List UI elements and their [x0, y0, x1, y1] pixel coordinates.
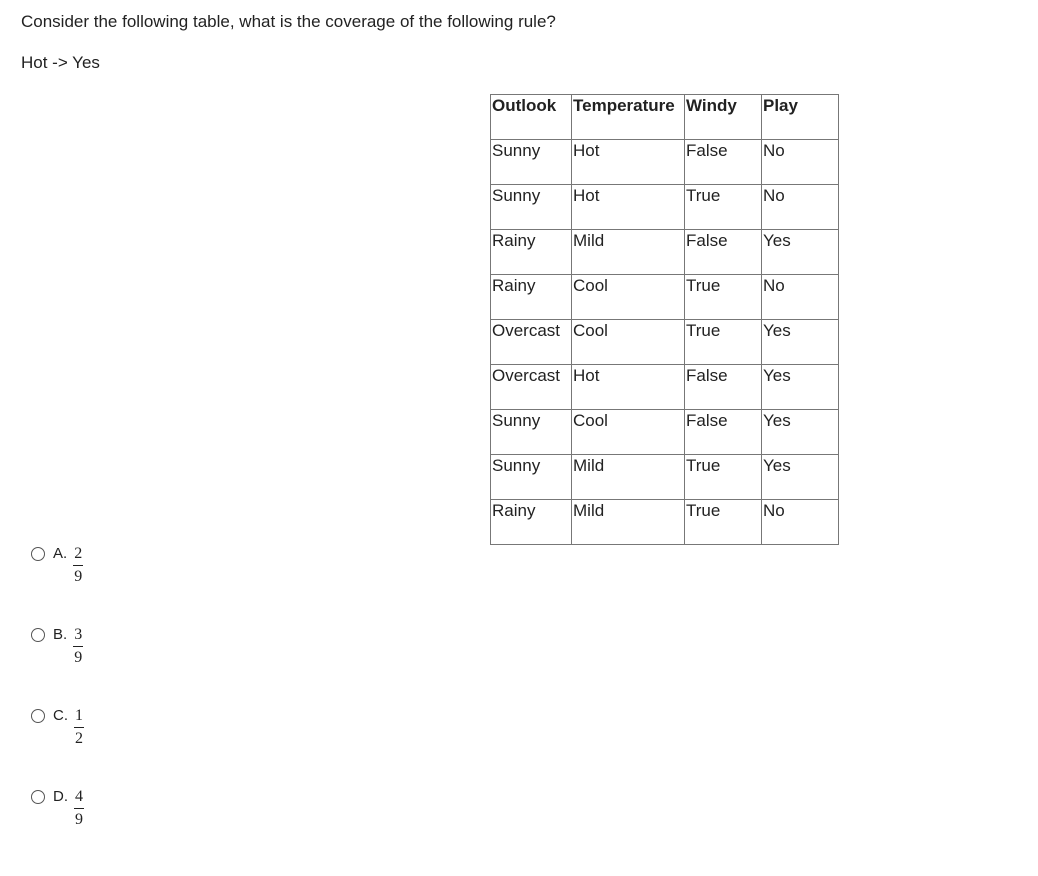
fraction-denominator: 9: [75, 811, 83, 828]
table-cell: Yes: [762, 455, 839, 500]
fraction: [73, 624, 83, 669]
fraction-denominator: 9: [74, 568, 83, 585]
table-cell: Sunny: [491, 185, 572, 230]
table-cell: Overcast: [491, 365, 572, 410]
table-row: [491, 410, 839, 455]
option-letter: A.: [53, 545, 68, 562]
fraction-numerator: 2: [74, 545, 83, 562]
table-cell: False: [685, 365, 762, 410]
table-cell: Cool: [572, 410, 685, 455]
table-cell: Rainy: [491, 500, 572, 545]
table-cell: No: [762, 275, 839, 320]
table-row: [491, 275, 839, 320]
header-windy: Windy: [685, 95, 762, 140]
table-cell: Mild: [572, 230, 685, 275]
table-cell: Sunny: [491, 455, 572, 500]
table-cell: Sunny: [491, 140, 572, 185]
fraction-numerator: 3: [74, 626, 83, 643]
table-cell: False: [685, 140, 762, 185]
table-cell: True: [685, 455, 762, 500]
table-cell: True: [685, 275, 762, 320]
table-cell: Sunny: [491, 410, 572, 455]
table-row: [491, 455, 839, 500]
fraction-denominator: 9: [74, 649, 83, 666]
radio-button-a[interactable]: [31, 547, 45, 561]
header-play: Play: [762, 95, 839, 140]
table-cell: Rainy: [491, 230, 572, 275]
radio-button-c[interactable]: [31, 709, 45, 723]
table-row: [491, 320, 839, 365]
table-cell: No: [762, 185, 839, 230]
header-temperature: Temperature: [572, 95, 685, 140]
option-letter: B.: [53, 626, 68, 643]
table-cell: Yes: [762, 365, 839, 410]
table-cell: True: [685, 500, 762, 545]
table-cell: No: [762, 140, 839, 185]
table-header-row: [491, 95, 839, 140]
question-text: Consider the following table, what is the coverage of the following rule?: [21, 12, 556, 31]
table-row: [491, 185, 839, 230]
fraction: [74, 786, 84, 831]
table-cell: False: [685, 230, 762, 275]
radio-button-b[interactable]: [31, 628, 45, 642]
table-cell: True: [685, 320, 762, 365]
table-cell: Cool: [572, 320, 685, 365]
option-b[interactable]: [31, 624, 84, 705]
option-a[interactable]: [31, 543, 84, 624]
fraction-numerator: 1: [75, 707, 83, 724]
table-row: [491, 140, 839, 185]
option-letter: D.: [53, 788, 68, 805]
table-cell: Yes: [762, 230, 839, 275]
data-table: [490, 94, 839, 545]
table-cell: No: [762, 500, 839, 545]
table-cell: Rainy: [491, 275, 572, 320]
table-cell: Mild: [572, 500, 685, 545]
table-cell: Cool: [572, 275, 685, 320]
table-cell: Yes: [762, 320, 839, 365]
fraction-numerator: 4: [75, 788, 83, 805]
table-row: [491, 230, 839, 275]
table-cell: True: [685, 185, 762, 230]
table-row: [491, 365, 839, 410]
table-cell: Mild: [572, 455, 685, 500]
option-c[interactable]: [31, 705, 84, 786]
table-cell: False: [685, 410, 762, 455]
rule-text: Hot -> Yes: [21, 53, 100, 72]
table-cell: Hot: [572, 185, 685, 230]
fraction: [73, 543, 83, 588]
table-cell: Yes: [762, 410, 839, 455]
table-row: [491, 500, 839, 545]
radio-button-d[interactable]: [31, 790, 45, 804]
option-d[interactable]: [31, 786, 84, 867]
fraction-denominator: 2: [75, 730, 83, 747]
fraction: [74, 705, 84, 750]
header-outlook: Outlook: [491, 95, 572, 140]
answer-options: [31, 543, 84, 867]
option-letter: C.: [53, 707, 68, 724]
table-cell: Overcast: [491, 320, 572, 365]
table-cell: Hot: [572, 365, 685, 410]
table-cell: Hot: [572, 140, 685, 185]
